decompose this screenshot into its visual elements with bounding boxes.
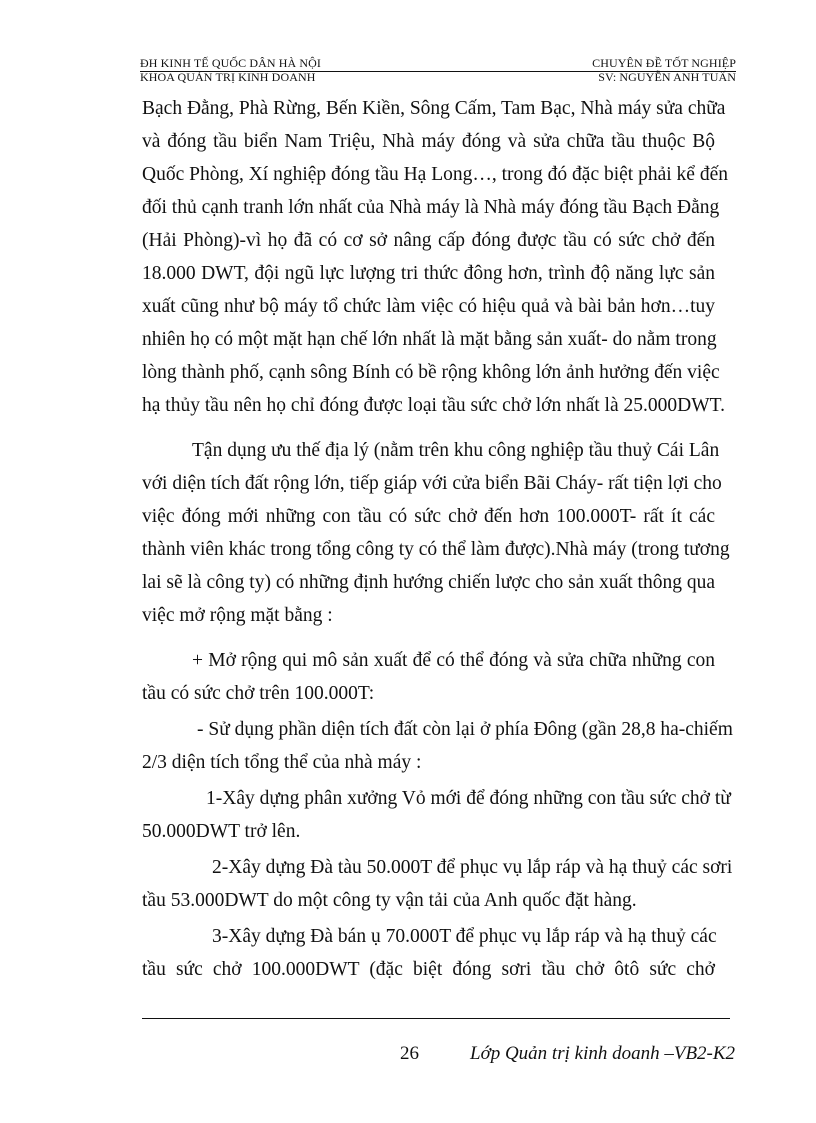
body-line: nhiên họ có một mặt hạn chế lớn nhất là mặt bằng sản xuất- do nằm trong — [142, 329, 717, 350]
body-line: tầu 53.000DWT do một công ty vận tải của Anh quốc đặt hàng. — [142, 890, 637, 911]
body-line: lai sẽ là công ty) có những định hướng chiến lược cho sản xuất thông qua — [142, 572, 715, 593]
footer-class-name: Lớp Quản trị kinh doanh –VB2-K2 — [470, 1043, 736, 1064]
body-line: với diện tích đất rộng lớn, tiếp giáp với cửa biển Bãi Cháy- rất tiện lợi cho — [142, 473, 722, 494]
body-line: việc đóng mới những con tầu có sức chở đến hơn 100.000T- rất ít các — [142, 506, 715, 527]
footer-rule — [142, 1018, 730, 1019]
body-line: 2/3 diện tích tổng thể của nhà máy : — [142, 752, 422, 773]
body-line: việc mở rộng mặt bằng : — [142, 605, 333, 626]
student-name: SV: NGUYỄN ANH TUẤN — [598, 70, 736, 84]
body-line: Bạch Đằng, Phà Rừng, Bến Kiền, Sông Cấm, Tam Bạc, Nhà máy sửa chữa — [142, 98, 726, 119]
document-type: CHUYÊN ĐỀ TỐT NGHIỆP — [592, 56, 736, 70]
body-line: (Hải Phòng)-vì họ đã có cơ sở nâng cấp đóng được tầu có sức chở đến — [142, 230, 715, 251]
university-name: ĐH KINH TẾ QUỐC DÂN HÀ NỘI — [140, 56, 322, 70]
body-line: đối thủ cạnh tranh lớn nhất của Nhà máy là Nhà máy đóng tầu Bạch Đằng — [142, 197, 720, 218]
page-number: 26 — [400, 1043, 419, 1064]
body-line: 2-Xây dựng Đà tàu 50.000T để phục vụ lắp ráp và hạ thuỷ các sơri — [212, 857, 733, 878]
body-line: và đóng tầu biển Nam Triệu, Nhà máy đóng và sửa chữa tầu thuộc Bộ — [142, 131, 715, 152]
body-line: xuất cũng như bộ máy tổ chức làm việc có hiệu quả và bài bản hơn…tuy — [142, 296, 715, 317]
page-header-row-2 — [140, 71, 736, 85]
body-line: Tận dụng ưu thế địa lý (nằm trên khu công nghiệp tầu thuỷ Cái Lân — [192, 440, 720, 461]
body-line: Quốc Phòng, Xí nghiệp đóng tầu Hạ Long…, trong đó đặc biệt phải kể đến — [142, 164, 728, 185]
body-line: lòng thành phố, cạnh sông Bính có bề rộng không lớn ảnh hưởng đến việc — [142, 362, 720, 383]
body-line: tầu sức chở 100.000DWT (đặc biệt đóng sơri tầu chở ôtô sức chở — [142, 959, 715, 980]
body-line: hạ thủy tầu nên họ chỉ đóng được loại tầu sức chở lớn nhất là 25.000DWT. — [142, 395, 725, 416]
body-line: + Mở rộng qui mô sản xuất để có thể đóng và sửa chữa những con — [192, 650, 715, 671]
page-header-row-1 — [140, 57, 736, 71]
body-line: 18.000 DWT, đội ngũ lực lượng tri thức đông hơn, trình độ năng lực sản — [142, 263, 715, 284]
body-line: 50.000DWT trở lên. — [142, 821, 301, 842]
body-line: thành viên khác trong tổng công ty có thể làm được).Nhà máy (trong tương — [142, 539, 730, 560]
faculty-name: KHOA QUẢN TRỊ KINH DOANH — [140, 70, 316, 84]
body-line: 3-Xây dựng Đà bán ụ 70.000T để phục vụ lắp ráp và hạ thuỷ các — [212, 926, 717, 947]
body-line: - Sử dụng phần diện tích đất còn lại ở phía Đông (gần 28,8 ha-chiếm — [197, 719, 733, 740]
body-line: 1-Xây dựng phân xưởng Vỏ mới để đóng những con tầu sức chở từ — [206, 788, 731, 809]
body-line: tầu có sức chở trên 100.000T: — [142, 683, 375, 704]
